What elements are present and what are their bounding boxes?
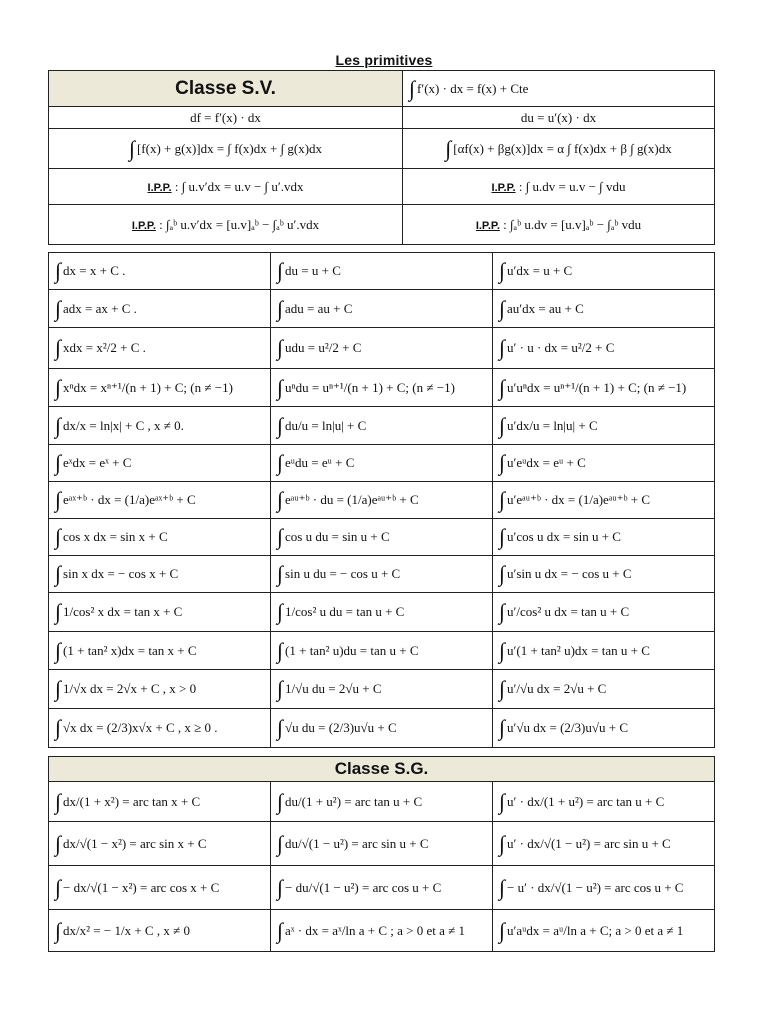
primitive-row bbox=[49, 593, 715, 632]
formula-text: cos u du = sin u + C bbox=[285, 529, 390, 544]
formula-text: u′sin u dx = − cos u + C bbox=[507, 566, 632, 581]
formula-text: du/(1 + u²) = arc tan u + C bbox=[285, 793, 423, 809]
sg-row bbox=[49, 866, 715, 910]
differential-f: df = f′(x) · dx bbox=[49, 107, 403, 129]
primitive-row bbox=[49, 556, 715, 593]
formula-text: adu = au + C bbox=[285, 300, 353, 316]
integral-sign: ∫ bbox=[277, 258, 284, 283]
formula-text: dx = x + C . bbox=[63, 263, 126, 278]
integral-sign: ∫ bbox=[499, 715, 506, 740]
primitive-formula-cell bbox=[493, 632, 715, 670]
primitive-formula-cell bbox=[49, 445, 271, 482]
formula-text: xⁿdx = xⁿ⁺¹/(n + 1) + C; (n ≠ −1) bbox=[63, 379, 233, 395]
formula-text: eᵃˣ⁺ᵇ · dx = (1/a)eᵃˣ⁺ᵇ + C bbox=[63, 492, 196, 507]
sg-formula-cell bbox=[271, 910, 493, 952]
primitive-formula-cell bbox=[271, 519, 493, 556]
integral-sign: ∫ bbox=[499, 788, 506, 814]
sg-formula-cell bbox=[271, 782, 493, 822]
integral-sign: ∫ bbox=[277, 374, 284, 400]
formula-text: du/u = ln|u| + C bbox=[285, 417, 367, 433]
formula-text: 1/cos² u du = tan u + C bbox=[285, 604, 405, 619]
differential-u: du = u′(x) · dx bbox=[403, 107, 715, 129]
integral-sign: ∫ bbox=[55, 295, 62, 321]
primitive-formula-cell bbox=[271, 670, 493, 709]
integral-sign: ∫ bbox=[55, 830, 62, 856]
linearity-combination: ∫ [αf(x) + βg(x)]dx = α ∫ f(x)dx + β ∫ g(x)dx bbox=[403, 129, 715, 169]
primitive-formula-cell bbox=[493, 519, 715, 556]
linearity-sum: ∫ [f(x) + g(x)]dx = ∫ f(x)dx + ∫ g(x)dx bbox=[49, 129, 403, 169]
ipp-definite-right: I.P.P. : ∫ₐᵇ u.dv = [u.v]ₐᵇ − ∫ₐᵇ vdu bbox=[403, 205, 715, 245]
primitive-row bbox=[49, 632, 715, 670]
integral-sign: ∫ bbox=[499, 676, 506, 701]
primitive-formula-cell bbox=[493, 328, 715, 369]
ipp-indefinite-right: I.P.P. : ∫ u.dv = u.v − ∫ vdu bbox=[403, 169, 715, 205]
primitive-formula-cell bbox=[493, 445, 715, 482]
formula-text: u′√u dx = (2/3)u√u + C bbox=[507, 720, 628, 735]
integral-sign: ∫ bbox=[277, 412, 284, 438]
primitive-formula-cell bbox=[493, 369, 715, 407]
formula-text: u′(1 + tan² u)dx = tan u + C bbox=[507, 642, 650, 658]
integral-sign: ∫ bbox=[277, 524, 284, 549]
integral-sign: ∫ bbox=[55, 874, 62, 900]
sg-row bbox=[49, 822, 715, 866]
primitive-row bbox=[49, 253, 715, 290]
primitive-row bbox=[49, 670, 715, 709]
integral-sign: ∫ bbox=[277, 450, 284, 475]
sg-formula-cell bbox=[49, 782, 271, 822]
primitive-formula-cell bbox=[271, 407, 493, 445]
sg-formula-cell bbox=[49, 866, 271, 910]
primitive-row bbox=[49, 328, 715, 369]
formula-text: au′dx = au + C bbox=[507, 300, 584, 316]
formula-text: (1 + tan² x)dx = tan x + C bbox=[63, 642, 197, 658]
integral-sign: ∫ bbox=[55, 917, 62, 943]
primitive-formula-cell bbox=[49, 709, 271, 748]
ipp-definite-left: I.P.P. : ∫ₐᵇ u.v′dx = [u.v]ₐᵇ − ∫ₐᵇ u′.vdx bbox=[49, 205, 403, 245]
primitive-formula-cell bbox=[49, 632, 271, 670]
formula-text: dx/√(1 − x²) = arc sin x + C bbox=[63, 835, 207, 851]
primitive-formula-cell bbox=[49, 369, 271, 407]
formula-text: aˣ · dx = aˣ/ln a + C ; a > 0 et a ≠ 1 bbox=[285, 922, 465, 938]
integral-sign: ∫ bbox=[499, 412, 506, 438]
classe-sv-header: Classe S.V. bbox=[49, 71, 403, 107]
sg-row bbox=[49, 910, 715, 952]
integral-sign: ∫ bbox=[277, 487, 284, 512]
primitive-formula-cell bbox=[493, 290, 715, 328]
primitive-formula-cell bbox=[271, 709, 493, 748]
formula-text: eᵘdu = eᵘ + C bbox=[285, 455, 355, 470]
sg-formula-cell bbox=[49, 822, 271, 866]
formula-text: (1 + tan² u)du = tan u + C bbox=[285, 642, 419, 658]
primitive-formula-cell bbox=[49, 670, 271, 709]
formula-text: eᵃᵘ⁺ᵇ · du = (1/a)eᵃᵘ⁺ᵇ + C bbox=[285, 492, 419, 507]
integral-sign: ∫ bbox=[277, 917, 284, 943]
primitive-formula-cell bbox=[271, 369, 493, 407]
classe-sg-table bbox=[48, 756, 715, 952]
primitive-row bbox=[49, 709, 715, 748]
integral-sign: ∫ bbox=[277, 715, 284, 740]
integral-sign: ∫ bbox=[277, 335, 284, 360]
primitive-formula-cell bbox=[493, 556, 715, 593]
primitive-formula-cell bbox=[493, 407, 715, 445]
formula-text: u′aᵘdx = aᵘ/ln a + C; a > 0 et a ≠ 1 bbox=[507, 922, 684, 938]
integral-sign: ∫ bbox=[277, 676, 284, 701]
formula-text: u′uⁿdx = uⁿ⁺¹/(n + 1) + C; (n ≠ −1) bbox=[507, 379, 687, 395]
primitive-formula-cell bbox=[49, 290, 271, 328]
sg-formula-cell bbox=[49, 910, 271, 952]
integral-sign: ∫ bbox=[499, 374, 506, 400]
sg-row bbox=[49, 782, 715, 822]
integral-sign: ∫ bbox=[499, 524, 506, 549]
formula-text: u′dx/u = ln|u| + C bbox=[507, 417, 598, 433]
integral-sign: ∫ bbox=[499, 258, 506, 283]
formula-text: u′ · dx/√(1 − u²) = arc sin u + C bbox=[507, 835, 671, 851]
primitive-row bbox=[49, 407, 715, 445]
classe-sv-table bbox=[48, 70, 715, 245]
primitive-formula-cell bbox=[493, 670, 715, 709]
integral-sign: ∫ bbox=[409, 75, 416, 101]
integral-sign: ∫ bbox=[499, 599, 506, 624]
integral-sign: ∫ bbox=[55, 258, 62, 283]
formula-text: uⁿdu = uⁿ⁺¹/(n + 1) + C; (n ≠ −1) bbox=[285, 379, 455, 395]
formula-text: u′dx = u + C bbox=[507, 263, 573, 278]
formula-text: u′ · dx/(1 + u²) = arc tan u + C bbox=[507, 793, 665, 809]
sg-formula-cell bbox=[493, 782, 715, 822]
integral-sign: ∫ bbox=[499, 874, 506, 900]
integral-sign: ∫ bbox=[499, 450, 506, 475]
primitives-table bbox=[48, 252, 715, 748]
formula-text: u′/√u dx = 2√u + C bbox=[507, 681, 607, 696]
integral-sign: ∫ bbox=[55, 374, 62, 400]
page-title: Les primitives bbox=[335, 52, 433, 68]
primitive-formula-cell bbox=[493, 482, 715, 519]
primitive-formula-cell bbox=[49, 482, 271, 519]
formula-text: eˣdx = eˣ + C bbox=[63, 455, 132, 470]
integral-sign: ∫ bbox=[277, 599, 284, 624]
primitive-formula-cell bbox=[271, 593, 493, 632]
formula-text: u′eᵃᵘ⁺ᵇ · dx = (1/a)eᵃᵘ⁺ᵇ + C bbox=[507, 492, 651, 507]
primitive-row bbox=[49, 482, 715, 519]
formula-text: − u′ · dx/√(1 − u²) = arc cos u + C bbox=[507, 879, 684, 895]
primitive-formula-cell bbox=[493, 593, 715, 632]
formula-text: − du/√(1 − u²) = arc cos u + C bbox=[285, 879, 442, 895]
integral-sign: ∫ bbox=[55, 412, 62, 438]
ipp-label: I.P.P. bbox=[475, 219, 500, 232]
primitive-formula-cell bbox=[49, 253, 271, 290]
formula-text: 1/√x dx = 2√x + C , x > 0 bbox=[63, 681, 197, 696]
formula-text: dx/x² = − 1/x + C , x ≠ 0 bbox=[63, 922, 190, 938]
integral-sign: ∫ bbox=[499, 637, 506, 663]
primitive-formula-cell bbox=[493, 253, 715, 290]
primitive-formula-cell bbox=[271, 290, 493, 328]
primitive-row bbox=[49, 290, 715, 328]
integral-sign: ∫ bbox=[277, 561, 284, 586]
formula-text: du/√(1 − u²) = arc sin u + C bbox=[285, 835, 429, 851]
integral-sign: ∫ bbox=[55, 637, 62, 663]
formula-text: 1/√u du = 2√u + C bbox=[285, 681, 382, 696]
primitive-formula-cell bbox=[271, 632, 493, 670]
formula-text: xdx = x²/2 + C . bbox=[63, 340, 146, 355]
sg-formula-cell bbox=[271, 822, 493, 866]
integral-sign: ∫ bbox=[499, 917, 506, 943]
ipp-indefinite-left: I.P.P. : ∫ u.v′dx = u.v − ∫ u′.vdx bbox=[49, 169, 403, 205]
integral-sign: ∫ bbox=[55, 524, 62, 549]
integral-sign: ∫ bbox=[277, 637, 284, 663]
primitive-formula-cell bbox=[493, 709, 715, 748]
primitive-formula-cell bbox=[271, 253, 493, 290]
formula-text: u′eᵘdx = eᵘ + C bbox=[507, 455, 586, 470]
ipp-label: I.P.P. bbox=[147, 181, 172, 194]
integral-sign: ∫ bbox=[499, 561, 506, 586]
integral-sign: ∫ bbox=[277, 874, 284, 900]
ipp-label: I.P.P. bbox=[491, 181, 516, 194]
primitive-formula-cell bbox=[271, 445, 493, 482]
integral-sign: ∫ bbox=[499, 830, 506, 856]
integral-sign: ∫ bbox=[55, 715, 62, 740]
sg-formula-cell bbox=[271, 866, 493, 910]
formula-text: du = u + C bbox=[285, 263, 341, 278]
integral-sign: ∫ bbox=[55, 450, 62, 475]
primitive-formula-cell bbox=[49, 593, 271, 632]
formula-text: 1/cos² x dx = tan x + C bbox=[63, 604, 183, 619]
integral-sign: ∫ bbox=[55, 561, 62, 586]
integral-sign: ∫ bbox=[277, 295, 284, 321]
formula-text: dx/x = ln|x| + C , x ≠ 0. bbox=[63, 417, 184, 433]
formula-text: √x dx = (2/3)x√x + C , x ≥ 0 . bbox=[63, 720, 218, 735]
integral-sign: ∫ bbox=[277, 788, 284, 814]
formula-text: adx = ax + C . bbox=[63, 300, 137, 316]
formula-text: − dx/√(1 − x²) = arc cos x + C bbox=[63, 879, 220, 895]
ipp-label: I.P.P. bbox=[131, 219, 156, 232]
integral-sign: ∫ bbox=[55, 676, 62, 701]
formula-text: dx/(1 + x²) = arc tan x + C bbox=[63, 793, 201, 809]
formula-text: u′ · u · dx = u²/2 + C bbox=[507, 340, 615, 355]
primitive-row bbox=[49, 369, 715, 407]
primitive-formula-cell bbox=[271, 482, 493, 519]
formula-text: u′cos u dx = sin u + C bbox=[507, 529, 621, 544]
sg-formula-cell bbox=[493, 822, 715, 866]
classe-sg-header: Classe S.G. bbox=[49, 757, 715, 782]
integral-sign: ∫ bbox=[55, 788, 62, 814]
primitive-formula-cell bbox=[49, 556, 271, 593]
integral-sign: ∫ bbox=[499, 487, 506, 512]
formula-text: udu = u²/2 + C bbox=[285, 340, 362, 355]
integral-sign: ∫ bbox=[499, 335, 506, 360]
formula-text: cos x dx = sin x + C bbox=[63, 529, 168, 544]
primitive-formula-cell bbox=[49, 407, 271, 445]
primitive-formula-cell bbox=[49, 519, 271, 556]
formula-text: sin u du = − cos u + C bbox=[285, 566, 401, 581]
formula-text: u′/cos² u dx = tan u + C bbox=[507, 604, 630, 619]
sg-formula-cell bbox=[493, 910, 715, 952]
integral-sign: ∫ bbox=[55, 335, 62, 360]
formula-text: √u du = (2/3)u√u + C bbox=[285, 720, 397, 735]
fundamental-formula: ∫ f′(x) · dx = f(x) + Cte bbox=[403, 71, 715, 107]
integral-sign: ∫ bbox=[55, 599, 62, 624]
primitive-formula-cell bbox=[271, 328, 493, 369]
integral-sign: ∫ bbox=[499, 295, 506, 321]
primitive-formula-cell bbox=[49, 328, 271, 369]
formula-text: sin x dx = − cos x + C bbox=[63, 566, 179, 581]
sg-formula-cell bbox=[493, 866, 715, 910]
primitive-row bbox=[49, 445, 715, 482]
primitive-formula-cell bbox=[271, 556, 493, 593]
integral-sign: ∫ bbox=[55, 487, 62, 512]
integral-sign: ∫ bbox=[277, 830, 284, 856]
primitive-row bbox=[49, 519, 715, 556]
